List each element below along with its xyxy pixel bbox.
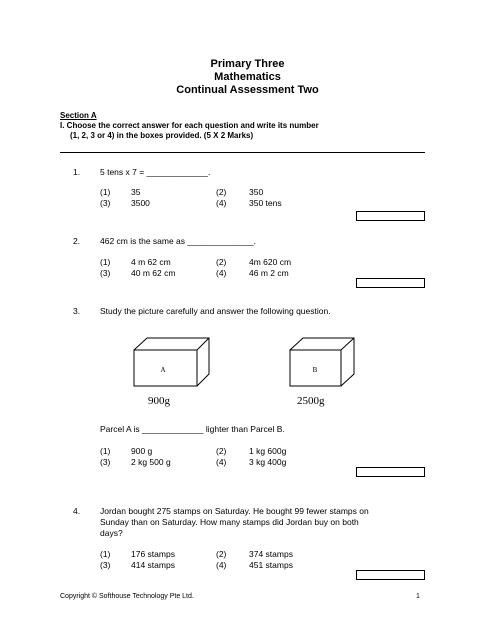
worksheet-level: Primary Three	[210, 58, 285, 70]
question-4-number: 4.	[73, 506, 81, 516]
q2-option-3-text: 40 m 62 cm	[131, 268, 176, 278]
worksheet-title: Continual Assessment Two	[176, 84, 319, 96]
q4-option-4-text: 451 stamps	[249, 560, 293, 570]
parcel-a-weight: 900g	[148, 395, 170, 407]
parcel-b-box	[290, 338, 354, 386]
q3-option-2-num: (2)	[216, 446, 227, 456]
question-4-text-line2: Sunday than on Saturday. How many stamps did Jordan buy on both	[100, 517, 359, 527]
worksheet-subject: Mathematics	[214, 71, 281, 83]
question-1-number: 1.	[73, 167, 81, 177]
q2-option-4-text: 46 m 2 cm	[249, 268, 289, 278]
q3-option-1-text: 900 g	[131, 446, 153, 456]
question-2-text: 462 cm is the same as ______________.	[100, 236, 256, 246]
q2-option-4-num: (4)	[216, 268, 227, 278]
q3-option-3-num: (3)	[100, 457, 111, 467]
question-3-answer-box[interactable]	[356, 467, 425, 477]
question-3-number: 3.	[73, 306, 81, 316]
q4-option-2-num: (2)	[216, 549, 227, 559]
q2-option-1-num: (1)	[100, 257, 111, 267]
question-1-text: 5 tens x 7 = _____________.	[100, 167, 211, 177]
question-2-number: 2.	[73, 236, 81, 246]
q1-option-1-text: 35	[131, 187, 141, 197]
q3-option-2-text: 1 kg 600g	[249, 446, 287, 456]
q4-option-4-num: (4)	[216, 560, 227, 570]
q3-option-3-text: 2 kg 500 g	[131, 457, 171, 467]
q1-option-2-num: (2)	[216, 187, 227, 197]
question-3-statement: Parcel A is _____________ lighter than Parcel B.	[100, 424, 285, 434]
section-instruction-line1: I. Choose the correct answer for each question and write its number	[60, 121, 319, 130]
copyright-notice: Copyright © Softhouse Technology Pte Ltd.	[60, 593, 194, 600]
q1-option-3-num: (3)	[100, 198, 111, 208]
q2-option-3-num: (3)	[100, 268, 111, 278]
question-3-text: Study the picture carefully and answer the following question.	[100, 306, 331, 316]
section-instruction-line2: (1, 2, 3 or 4) in the boxes provided. (5 X 2 Marks)	[70, 131, 254, 140]
q4-option-1-num: (1)	[100, 549, 111, 559]
q1-option-3-text: 3500	[131, 198, 150, 208]
q4-option-2-text: 374 stamps	[249, 549, 293, 559]
question-4-answer-box[interactable]	[356, 570, 425, 580]
q4-option-1-text: 176 stamps	[131, 549, 175, 559]
q2-option-2-num: (2)	[216, 257, 227, 267]
parcel-a-label: A	[160, 366, 166, 374]
section-heading: Section A	[60, 111, 97, 120]
q4-option-3-num: (3)	[100, 560, 111, 570]
q2-option-1-text: 4 m 62 cm	[131, 257, 171, 267]
q4-option-3-text: 414 stamps	[131, 560, 175, 570]
question-4-text-line3: days?	[100, 528, 123, 538]
q2-option-2-text: 4m 620 cm	[249, 257, 292, 267]
q3-option-1-num: (1)	[100, 446, 111, 456]
q1-option-2-text: 350	[249, 187, 264, 197]
q3-option-4-num: (4)	[216, 457, 227, 467]
page-number: 1	[416, 593, 420, 600]
parcel-b-label: B	[312, 366, 318, 374]
q1-option-1-num: (1)	[100, 187, 111, 197]
q3-option-4-text: 3 kg 400g	[249, 457, 287, 467]
parcel-a-box	[134, 338, 209, 386]
question-4-text-line1: Jordan bought 275 stamps on Saturday. He bought 99 fewer stamps on	[100, 506, 369, 516]
q1-option-4-num: (4)	[216, 198, 227, 208]
parcel-b-weight: 2500g	[297, 395, 325, 407]
q1-option-4-text: 350 tens	[249, 198, 282, 208]
